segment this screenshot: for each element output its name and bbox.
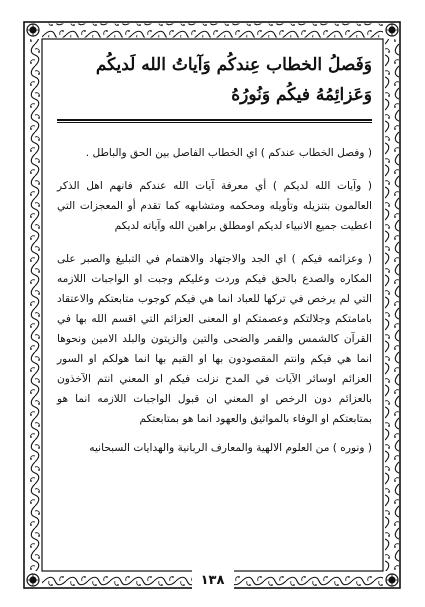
commentary-paragraph-4: ( ونوره ) من العلوم الالهية والمعارف الربانية والهدايات السبحانيه xyxy=(89,442,372,454)
commentary-paragraph-3: ( وعزائمه فيكم ) اي الجد والاجتهاد والاهتمام في التبليغ والصبر على المكاره والصدع بالحق فيكم وردت وعليكم وجبت او الواجبات اللازمه التي لم يرخص في تركها للعباد انما هي فيكم كوجوب متابعتكم والاعتقاد بامامتكم وجلالتكم وعصمتكم او المعنى العزائم التي اقسم الله بها في القرآن كالشمس والقمر والضحى والتين والزيتون والبلد الامين ونحوها انما هي فيكم وانتم المقصودون بها او القيم بها انما هولكم او السور العزائم اوسائر الآيات في المدح نزلت فيكم او المعني انتم الآخذون بالعزائم دون الرخص او المعني ان قبول الواجبات اللازمه انما هو بمتابعتكم او الوفاء بالمواثيق والعهود انما هو بمتابعتكم xyxy=(57,253,372,425)
border-band-right xyxy=(385,39,399,571)
commentary-paragraph-1: ( وفصل الخطاب عندكم ) اي الخطاب الفاصل بين الحق والباطل . xyxy=(85,147,372,159)
verse-heading: وَفَصلُ الخطاب عِندكُم وَآياتُ الله لَديكُم وَعَزائِمُهُ فيكُم وَنُورُهُ xyxy=(95,55,372,105)
border-band-top xyxy=(42,24,383,38)
commentary-paragraph-2: ( وآيات الله لديكم ) أي معرفة آيات الله عندكم فانهم اهل الذكر العالمون بتنزيله وتأويله ومحكمه ومتشابهه كما تقدم أو المعجزات التي اعطيت جميع الانبياء لديكم اومطلق براهين الله وآياته لديكم xyxy=(57,180,372,232)
border-band-left xyxy=(26,39,40,571)
page-number: ١٣٨ xyxy=(200,573,225,588)
heading-divider xyxy=(57,119,372,123)
page-body xyxy=(57,50,372,458)
